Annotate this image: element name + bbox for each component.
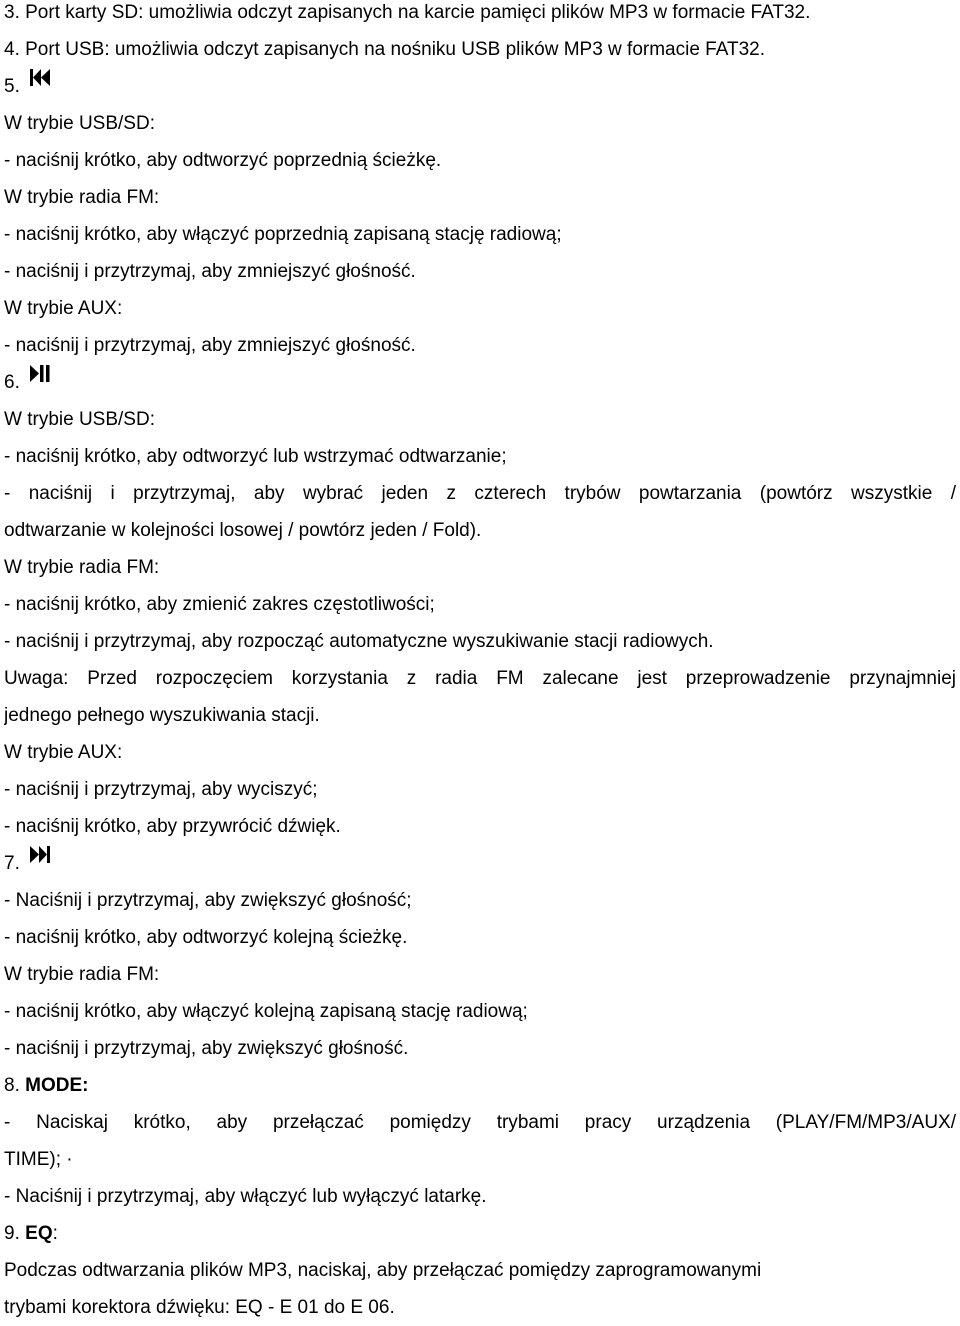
item-number: 6.: [4, 372, 20, 393]
item-8-heading: [4, 1067, 956, 1104]
text-line: trybami korektora dźwięku: EQ - E 01 do E 06.: [4, 1297, 395, 1318]
item-6-heading: [4, 364, 956, 401]
text-line: - naciśnij krótko, aby włączyć poprzednią zapisaną stację radiową;: [4, 224, 562, 245]
text-line: - naciśnij krótko, aby przywrócić dźwięk.: [4, 816, 341, 837]
text-line-port-sd: 3. Port karty SD: umożliwia odczyt zapisanych na karcie pamięci plików MP3 w formacie FAT32.: [4, 2, 811, 23]
text-line: - naciśnij i przytrzymaj, aby wyciszyć;: [4, 779, 318, 800]
eq-key-label: EQ: [25, 1223, 53, 1244]
text-line: - naciśnij i przytrzymaj, aby zwiększyć głośność.: [4, 1038, 409, 1059]
text-line-port-usb: 4. Port USB: umożliwia odczyt zapisanych na nośniku USB plików MP3 w formacie FAT32.: [4, 39, 766, 60]
item-number: 7.: [4, 853, 20, 874]
item-9-heading: [4, 1215, 956, 1252]
colon: :: [52, 1223, 58, 1244]
mode-fm-label: W trybie radia FM:: [4, 964, 160, 985]
text-line: - naciśnij krótko, aby odtworzyć lub wstrzymać odtwarzanie;: [4, 446, 507, 467]
skip-previous-icon: [30, 68, 50, 99]
mode-aux-label: W trybie AUX:: [4, 298, 123, 319]
text-line: - naciśnij i przytrzymaj, aby zmniejszyć głośność.: [4, 335, 416, 356]
text-line: odtwarzanie w kolejności losowej / powtórz jeden / Fold).: [4, 520, 482, 541]
item-number: 8.: [4, 1075, 20, 1096]
mode-aux-label: W trybie AUX:: [4, 742, 123, 763]
item-number: 5.: [4, 76, 20, 97]
item-7-heading: [4, 845, 956, 882]
text-line: - naciśnij i przytrzymaj, aby rozpocząć automatyczne wyszukiwanie stacji radiowych.: [4, 631, 714, 652]
text-line: - naciśnij i przytrzymaj, aby zmniejszyć głośność.: [4, 261, 416, 282]
mode-usb-sd-label: W trybie USB/SD:: [4, 409, 155, 430]
text-line: - naciśnij krótko, aby włączyć kolejną zapisaną stację radiową;: [4, 1001, 528, 1022]
note-text: Uwaga: Przed rozpoczęciem korzystania z radia FM zalecane jest przeprowadzenie przynajmniej: [4, 668, 956, 689]
mode-key-label: MODE:: [25, 1075, 89, 1096]
mode-fm-label: W trybie radia FM:: [4, 187, 160, 208]
text-line: - Naciśnij i przytrzymaj, aby włączyć lub wyłączyć latarkę.: [4, 1186, 487, 1207]
note-text: jednego pełnego wyszukiwania stacji.: [4, 705, 320, 726]
mode-fm-label: W trybie radia FM:: [4, 557, 160, 578]
item-number: 9.: [4, 1223, 20, 1244]
text-line: - naciśnij krótko, aby zmienić zakres częstotliwości;: [4, 594, 435, 615]
skip-next-icon: [30, 845, 50, 876]
play-pause-icon: [30, 364, 50, 395]
text-line: - Naciśnij i przytrzymaj, aby zwiększyć głośność;: [4, 890, 412, 911]
item-5-heading: [4, 68, 956, 105]
text-line: - naciśnij krótko, aby odtworzyć poprzednią ścieżkę.: [4, 150, 442, 171]
mode-usb-sd-label: W trybie USB/SD:: [4, 113, 155, 134]
text-line: - naciśnij krótko, aby odtworzyć kolejną ścieżkę.: [4, 927, 408, 948]
text-line: Podczas odtwarzania plików MP3, naciskaj, aby przełączać pomiędzy zaprogramowanymi: [4, 1260, 762, 1281]
text-line: - naciśnij i przytrzymaj, aby wybrać jeden z czterech trybów powtarzania (powtórz wszystkie /: [4, 483, 956, 504]
text-line: - Naciskaj krótko, aby przełączać pomiędzy trybami pracy urządzenia (PLAY/FM/MP3/AUX/: [4, 1112, 956, 1133]
text-line: TIME); ·: [4, 1149, 73, 1170]
